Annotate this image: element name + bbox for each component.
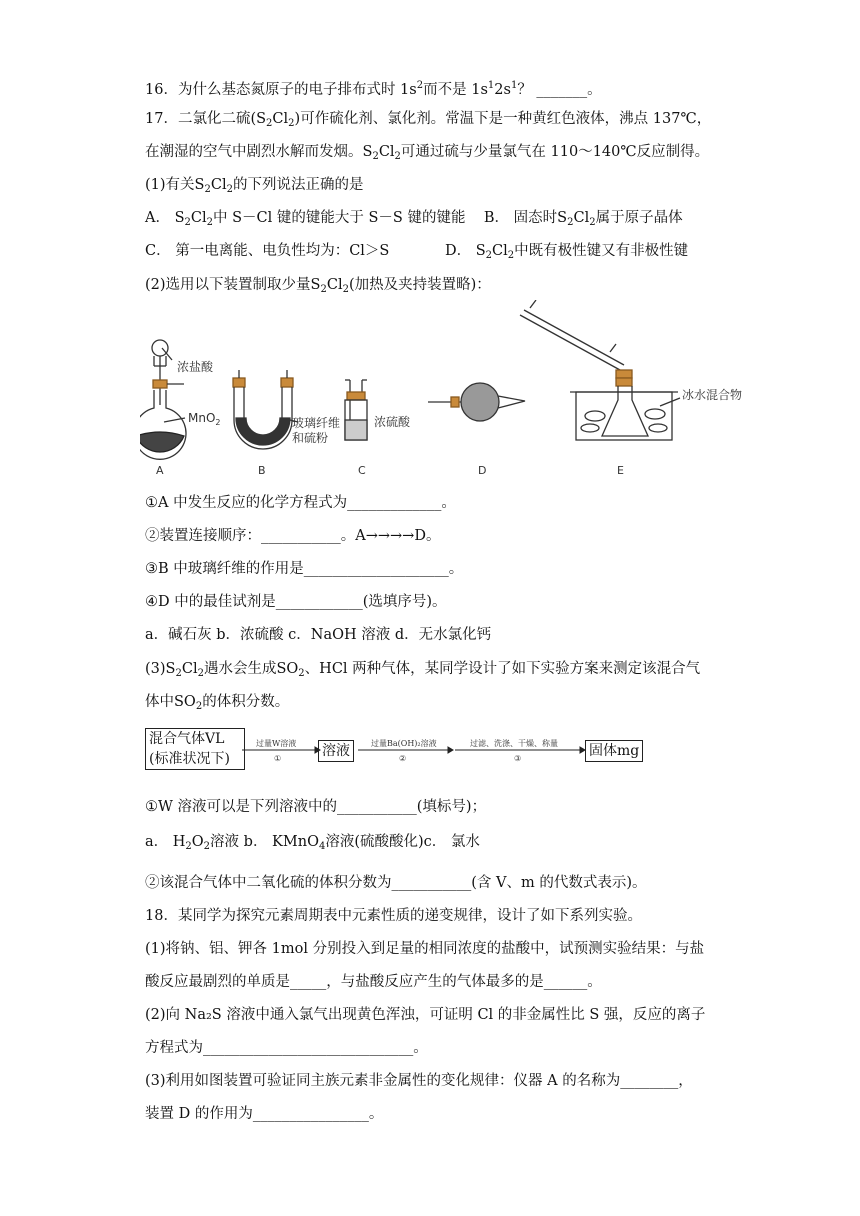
sub: 2 xyxy=(185,841,192,852)
sub: 2 xyxy=(372,151,379,162)
flow-arrows xyxy=(240,735,585,765)
arrow2-step: ② xyxy=(399,754,407,763)
apparatus-d xyxy=(428,383,525,421)
flow-box-gas xyxy=(145,728,245,770)
label-ice-water: 冰水混合物 xyxy=(682,388,743,402)
sub: 2 xyxy=(394,151,401,162)
label-conc-h2so4: 浓硫酸 xyxy=(374,415,411,429)
option-d: D． S xyxy=(445,243,486,259)
sub: 2 xyxy=(288,118,295,129)
sub: 2 xyxy=(266,118,273,129)
text: Cl xyxy=(573,210,590,226)
label-d: D xyxy=(478,464,487,477)
text: 在潮湿的空气中剧烈水解而发烟。S xyxy=(145,144,373,160)
q16-text: 2s xyxy=(494,82,511,98)
label-glass-fiber: 玻璃纤维 xyxy=(292,416,341,430)
q16-sup: 1 xyxy=(510,80,518,91)
text: 体中SO xyxy=(145,694,196,710)
text: Cl xyxy=(492,243,508,259)
text: (1)有关S xyxy=(145,177,205,193)
flow-box-solid: 固体mg xyxy=(585,740,643,762)
q18-part3-line-2: 装置 D 的作用为________________。 xyxy=(145,1106,384,1122)
q17-part3-line-2 xyxy=(145,692,289,717)
sub: 2 xyxy=(195,701,203,712)
q18-part3-line-1: (3)利用如图装置可验证同主族元素非金属性的变化规律：仪器 A 的名称为________， xyxy=(145,1073,693,1089)
q17-w-options xyxy=(145,832,480,857)
text: 的体积分数。 xyxy=(202,694,290,710)
sub: 2 xyxy=(485,250,493,261)
q17-options-cd xyxy=(145,241,688,266)
arrow1-step: ① xyxy=(274,754,282,763)
text: (3)S xyxy=(145,661,176,677)
text: Cl xyxy=(326,277,343,293)
arrow2-label: 过量Ba(OH)₂溶液 xyxy=(371,739,437,748)
apparatus-b xyxy=(233,370,298,449)
text: Cl xyxy=(190,210,207,226)
sub: 2 xyxy=(507,250,515,261)
flow-box-solution: 溶液 xyxy=(318,740,354,762)
q17-step-2: ②装置连接顺序：___________。A→→→→D。 xyxy=(145,528,441,544)
arrow3-step: ③ xyxy=(514,754,522,763)
apparatus-e xyxy=(520,300,680,440)
text: 、HCl 两种气体，某同学设计了如下实验方案来测定该混合气 xyxy=(304,661,701,677)
text: (加热及夹持装置略)： xyxy=(348,277,491,293)
q17-options-ab xyxy=(145,208,683,233)
sub: 2 xyxy=(206,217,213,228)
q17-volume-fraction: ②该混合气体中二氧化硫的体积分数为___________(含 V、m 的代数式表示)。 xyxy=(145,875,647,891)
arrow1-label: 过量W溶液 xyxy=(256,739,297,748)
text: (标准状况下) xyxy=(149,751,230,767)
apparatus-a xyxy=(140,340,186,459)
label-c: C xyxy=(358,464,366,477)
sub: 2 xyxy=(175,668,182,679)
option-a: A． S xyxy=(145,210,185,226)
text: 的下列说法正确的是 xyxy=(232,177,364,193)
label-sulfur: 和硫粉 xyxy=(292,431,329,445)
q16-text: 为什么基态氮原子的电子排布式时 1s xyxy=(177,82,417,98)
arrow3-label: 过滤、洗涤、干燥、称量 xyxy=(470,739,558,748)
text: 中既有极性键又有非极性键 xyxy=(514,243,689,259)
sub: 4 xyxy=(318,841,326,852)
q16-sup: 1 xyxy=(487,80,495,91)
text: (2)选用以下装置制取少量S xyxy=(145,277,321,293)
sub: 2 xyxy=(298,668,305,679)
label-mno2: MnO$_2$ xyxy=(188,411,221,427)
q17-part3-line-1 xyxy=(145,659,700,684)
sub: 2 xyxy=(320,284,327,295)
label-a: A xyxy=(156,464,164,477)
text: a． H xyxy=(145,834,186,850)
text: 溶液(硫酸酸化)c． 氯水 xyxy=(325,834,480,850)
text: Cl xyxy=(378,144,395,160)
q16-text: ？ _______。 xyxy=(517,82,602,98)
q17-line-1 xyxy=(145,109,711,134)
label-b: B xyxy=(258,464,266,477)
q17-step-3: ③B 中玻璃纤维的作用是____________________。 xyxy=(145,561,464,577)
label-e: E xyxy=(617,464,624,477)
text: O xyxy=(191,834,204,850)
sub: 2 xyxy=(226,184,233,195)
apparatus-figure xyxy=(140,300,780,480)
label-hcl: 浓盐酸 xyxy=(177,360,214,374)
text: 溶液 b． KMnO xyxy=(210,834,319,850)
text: Cl xyxy=(181,661,198,677)
option-b: B． 固态时S xyxy=(483,210,568,226)
q17-step-4: ④D 中的最佳试剂是____________(选填序号)。 xyxy=(145,594,447,610)
q18-part2-line-2: 方程式为_____________________________。 xyxy=(145,1040,428,1056)
q17-part1 xyxy=(145,175,363,200)
apparatus-c xyxy=(345,380,367,440)
sub: 2 xyxy=(204,184,211,195)
q16-number: 16． xyxy=(145,82,178,98)
text: Cl xyxy=(272,111,289,127)
text: Cl xyxy=(210,177,227,193)
option-c: C． 第一电离能、电负性均为：Cl＞S xyxy=(145,243,390,259)
text: )可作硫化剂、氯化剂。常温下是一种黄红色液体，沸点 137℃， xyxy=(294,111,712,127)
q18-part1-line-1: (1)将钠、铝、钾各 1mol 分别投入到足量的相同浓度的盐酸中，试预测实验结果：与盐 xyxy=(145,941,705,957)
text: 17．二氯化二硫(S xyxy=(145,111,267,127)
text: 可通过硫与少量氯气在 110～140℃反应制得。 xyxy=(400,144,710,160)
sub: 2 xyxy=(203,841,211,852)
sub: 2 xyxy=(567,217,574,228)
q16-line xyxy=(145,76,602,100)
sub: 2 xyxy=(589,217,596,228)
q18-line-1: 18．某同学为探究元素周期表中元素性质的递变规律，设计了如下系列实验。 xyxy=(145,908,642,924)
q17-step-4-options: a．碱石灰 b．浓硫酸 c．NaOH 溶液 d．无水氯化钙 xyxy=(145,627,492,643)
sub: 2 xyxy=(184,217,191,228)
q16-text: 而不是 1s xyxy=(423,82,488,98)
text: 属于原子晶体 xyxy=(595,210,683,226)
q17-part2 xyxy=(145,275,491,300)
text: 遇水会生成SO xyxy=(203,661,299,677)
q17-line-2 xyxy=(145,142,709,167)
q18-part2-line-1: (2)向 Na₂S 溶液中通入氯气出现黄色浑浊，可证明 Cl 的非金属性比 S 强，反应的离子 xyxy=(145,1007,706,1023)
text: 中 S－Cl 键的键能大于 S－S 键的键能 xyxy=(213,210,466,226)
sub: 2 xyxy=(342,284,349,295)
q17-step-1: ①A 中发生反应的化学方程式为_____________。 xyxy=(145,495,456,511)
q18-part1-line-2: 酸反应最剧烈的单质是_____，与盐酸反应产生的气体最多的是______。 xyxy=(145,974,602,990)
q17-w-question: ①W 溶液可以是下列溶液中的___________(填标号)； xyxy=(145,799,487,815)
text: 混合气体VL xyxy=(149,731,225,747)
sub: 2 xyxy=(197,668,204,679)
q16-sup: 2 xyxy=(416,80,424,91)
